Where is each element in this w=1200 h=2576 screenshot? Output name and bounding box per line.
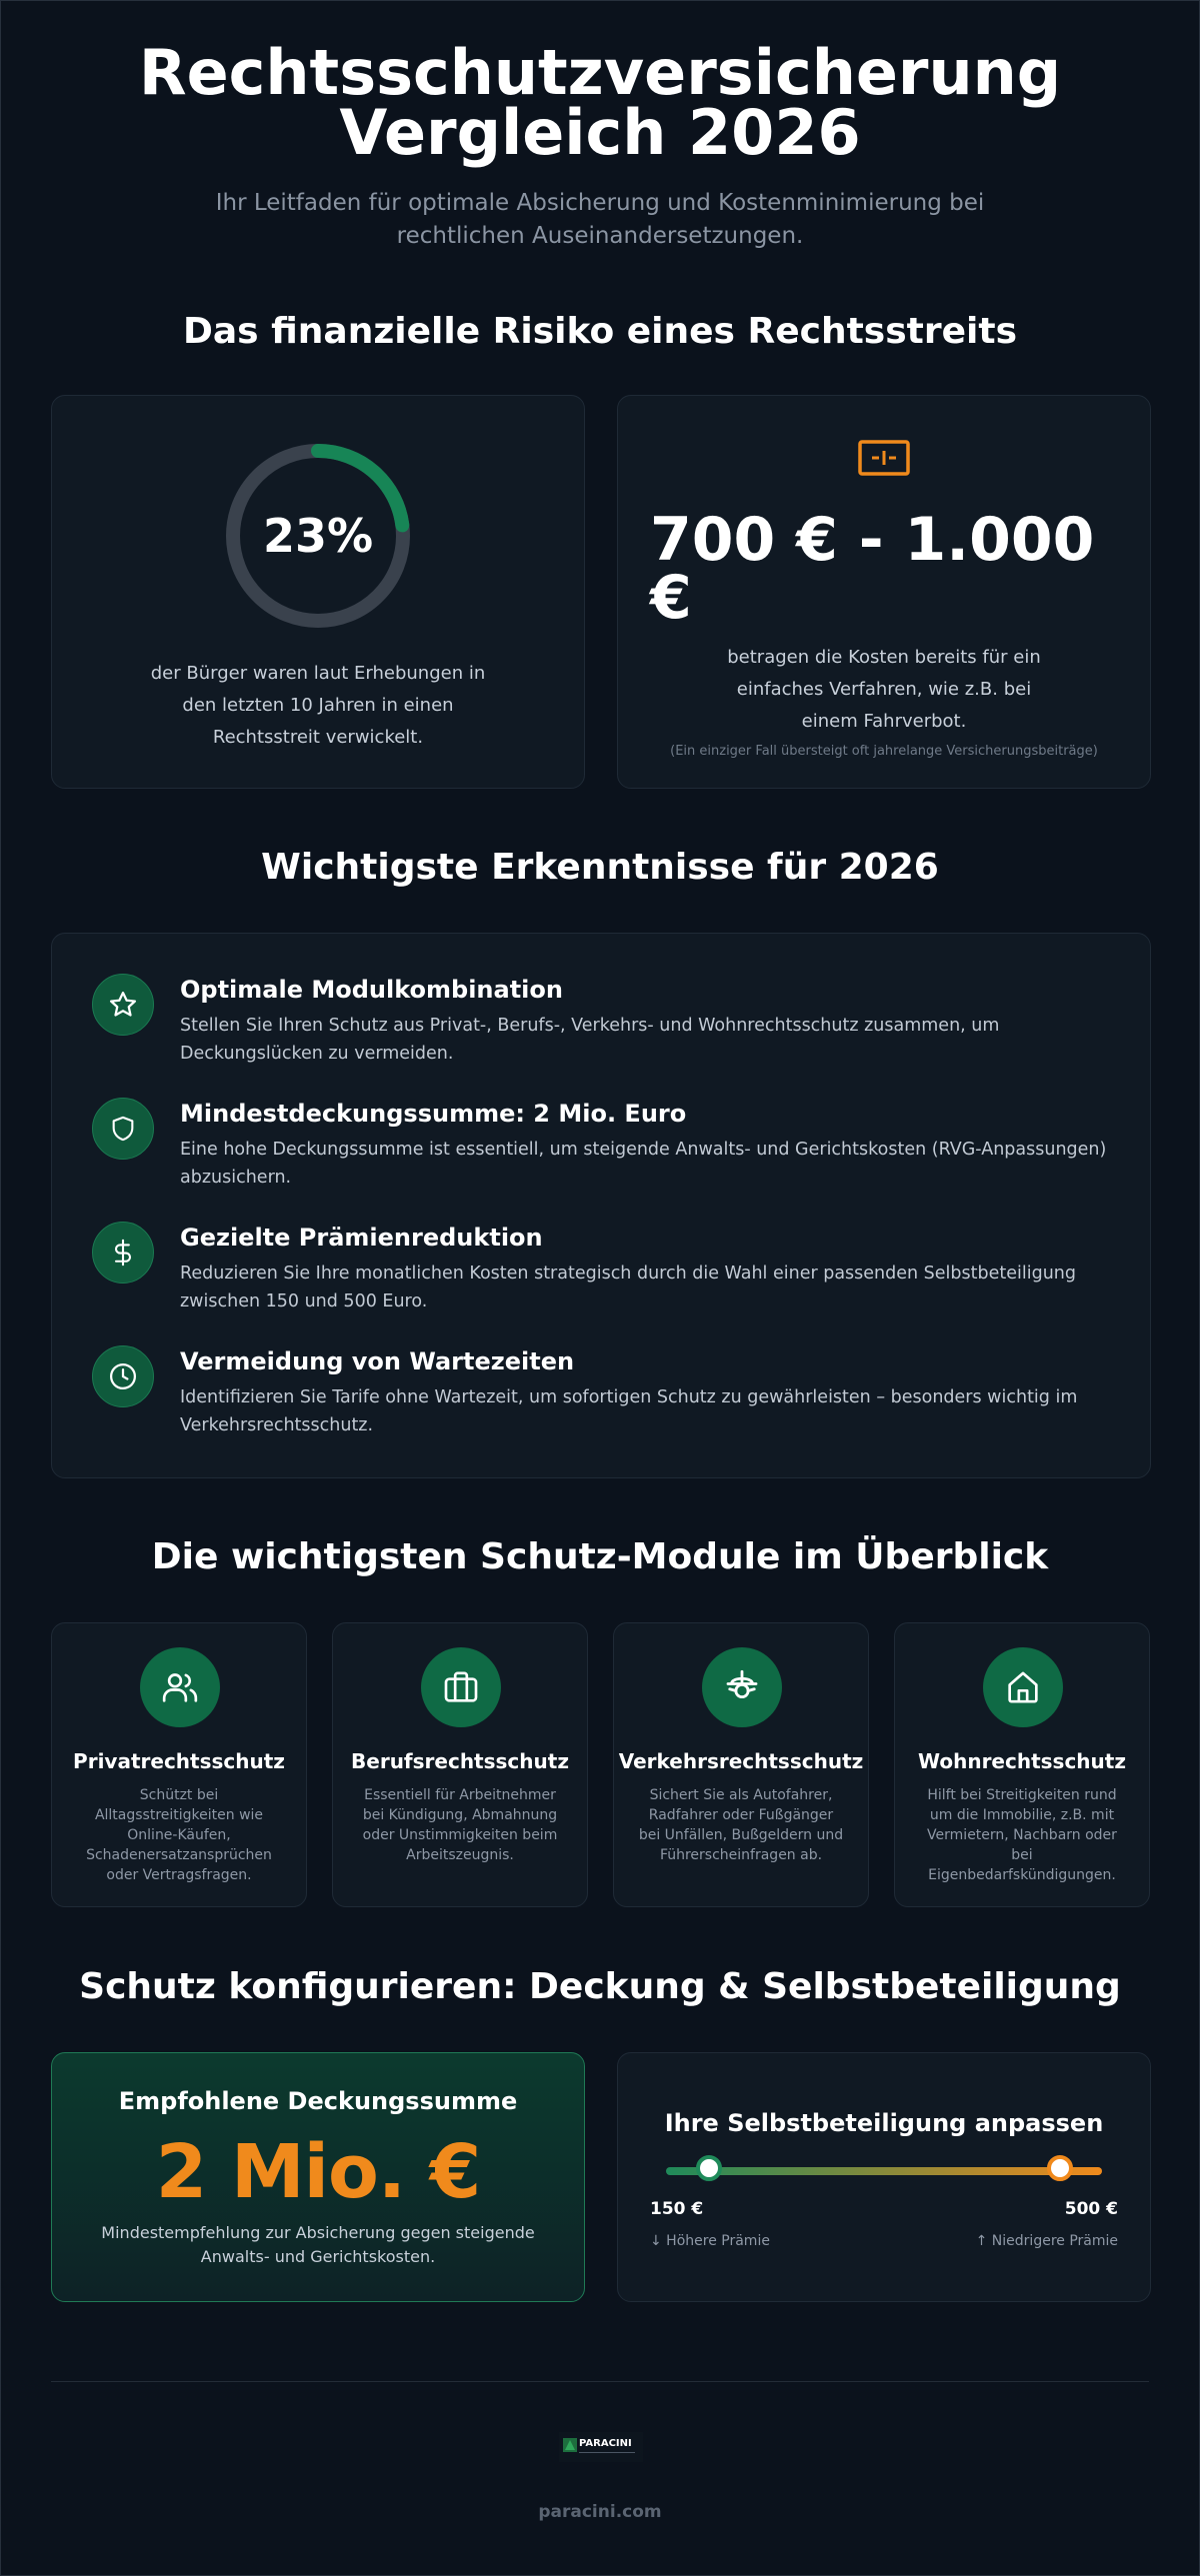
users-icon (140, 1647, 220, 1727)
module-title: Wohnrechtsschutz (918, 1749, 1126, 1773)
risk-section-title: Das finanzielle Risiko eines Rechtsstreits (182, 311, 1018, 352)
module-card-beruf (332, 1622, 588, 1907)
home-icon (983, 1647, 1063, 1727)
module-title: Berufsrechtsschutz (351, 1749, 569, 1773)
footer-divider (51, 2381, 1149, 2382)
deductible-title: Ihre Selbstbeteiligung anpassen (664, 2109, 1104, 2137)
percent-donut (223, 441, 413, 631)
module-title: Privatrechtsschutz (73, 1749, 285, 1773)
coverage-title: Empfohlene Deckungssumme (118, 2087, 518, 2115)
page-title (1, 36, 1199, 169)
module-text: Sichert Sie als Autofahrer, Radfahrer oder Fußgänger bei Unfällen, Bußgeldern und Führerscheinfragen ab. (638, 1787, 844, 1863)
module-title: Verkehrsrechtsschutz (618, 1749, 864, 1773)
percent-description: der Bürger waren laut Erhebungen in den letzten 10 Jahren in einen Rechtsstreit verwickelt. (150, 663, 486, 748)
insight-title: Optimale Modulkombination (180, 976, 563, 1004)
shield-icon (92, 1098, 154, 1160)
insight-title: Gezielte Prämienreduktion (180, 1224, 543, 1252)
deductible-slider-max-handle[interactable] (1047, 2155, 1073, 2181)
cost-description: betragen die Kosten bereits für ein einfaches Verfahren, wie z.B. bei einem Fahrverbot. (727, 647, 1041, 732)
footer-url[interactable]: paracini.com (538, 2502, 662, 2522)
modules-section-title: Die wichtigsten Schutz-Module im Überblick (151, 1536, 1049, 1577)
deductible-min-value: 150 € (650, 2199, 704, 2219)
page-subtitle: Ihr Leitfaden für optimale Absicherung und Kostenminimierung bei rechtlichen Auseinandersetzungen. (215, 190, 985, 249)
module-text: Schützt bei Alltagsstreitigkeiten wie Online-Käufen, Schadenersatzansprüchen oder Vertragsfragen. (86, 1787, 272, 1883)
coverage-description: Mindestempfehlung zur Absicherung gegen steigende Anwalts- und Gerichtskosten. (101, 2223, 535, 2266)
insight-item (92, 1345, 1110, 1445)
insight-title: Mindestdeckungssumme: 2 Mio. Euro (180, 1100, 687, 1128)
module-card-verkehr (613, 1622, 869, 1907)
insight-item (92, 1098, 1110, 1198)
insights-section-title: Wichtigste Erkenntnisse für 2026 (261, 847, 939, 888)
briefcase-icon (421, 1647, 501, 1727)
insights-card (51, 933, 1151, 1478)
logo-text: PARACINI (579, 2438, 632, 2449)
deductible-max-value: 500 € (1064, 2199, 1118, 2219)
insight-text: Eine hohe Deckungssumme ist essentiell, um steigende Anwalts- und Gerichtskosten (RVG-Anpassungen) abzusichern. (180, 1140, 1107, 1188)
configure-section-title: Schutz konfigurieren: Deckung & Selbstbeteiligung (79, 1966, 1121, 2007)
logo-mark-icon (563, 2438, 577, 2452)
deductible-card (617, 2052, 1151, 2302)
module-card-wohn (894, 1622, 1150, 1907)
module-card-privat (51, 1622, 307, 1907)
percent-label: 23% (262, 509, 374, 563)
insight-item (92, 974, 1110, 1074)
coverage-value: 2 Mio. € (155, 2129, 481, 2215)
deductible-slider-min-handle[interactable] (696, 2155, 722, 2181)
deductible-max-hint: ↑ Niedrigere Prämie (975, 2233, 1118, 2249)
coverage-card (51, 2052, 585, 2302)
footer-logo[interactable] (559, 2432, 643, 2462)
clock-icon (92, 1345, 154, 1407)
logo-underline (579, 2452, 635, 2453)
money-bill-icon (858, 440, 910, 480)
insight-item (92, 1222, 1110, 1321)
risk-percent-card (51, 395, 585, 789)
deductible-min-hint: ↓ Höhere Prämie (650, 2233, 770, 2249)
car-icon (702, 1647, 782, 1727)
insight-title: Vermeidung von Wartezeiten (180, 1347, 575, 1375)
dollar-icon (92, 1222, 154, 1284)
cost-range: 700 € - 1.000 € (650, 505, 1095, 633)
deductible-slider-track[interactable] (666, 2167, 1102, 2175)
risk-cost-card (617, 395, 1151, 789)
title-line-2: Vergleich 2026 (339, 96, 861, 169)
insight-text: Identifizieren Sie Tarife ohne Wartezeit, um sofortigen Schutz zu gewährleisten – besonders wichtig im Verkehrsrechtsschutz. (180, 1387, 1078, 1435)
cost-note: (Ein einziger Fall übersteigt oft jahrelange Versicherungsbeiträge) (670, 744, 1098, 759)
module-text: Essentiell für Arbeitnehmer bei Kündigung, Abmahnung oder Unstimmigkeiten beim Arbeitszeugnis. (362, 1787, 558, 1863)
module-text: Hilft bei Streitigkeiten rund um die Immobilie, z.B. mit Vermietern, Nachbarn oder bei Eigenbedarfskündigungen. (927, 1787, 1117, 1883)
star-icon (92, 974, 154, 1036)
insight-text: Stellen Sie Ihren Schutz aus Privat-, Berufs-, Verkehrs- und Wohnrechtsschutz zusammen, um Deckungslücken zu vermeiden. (180, 1016, 1000, 1064)
insight-text: Reduzieren Sie Ihre monatlichen Kosten strategisch durch die Wahl einer passenden Selbstbeteiligung zwischen 150 und 500 Euro. (180, 1264, 1076, 1311)
title-line-1: Rechtsschutzversicherung (138, 36, 1062, 109)
